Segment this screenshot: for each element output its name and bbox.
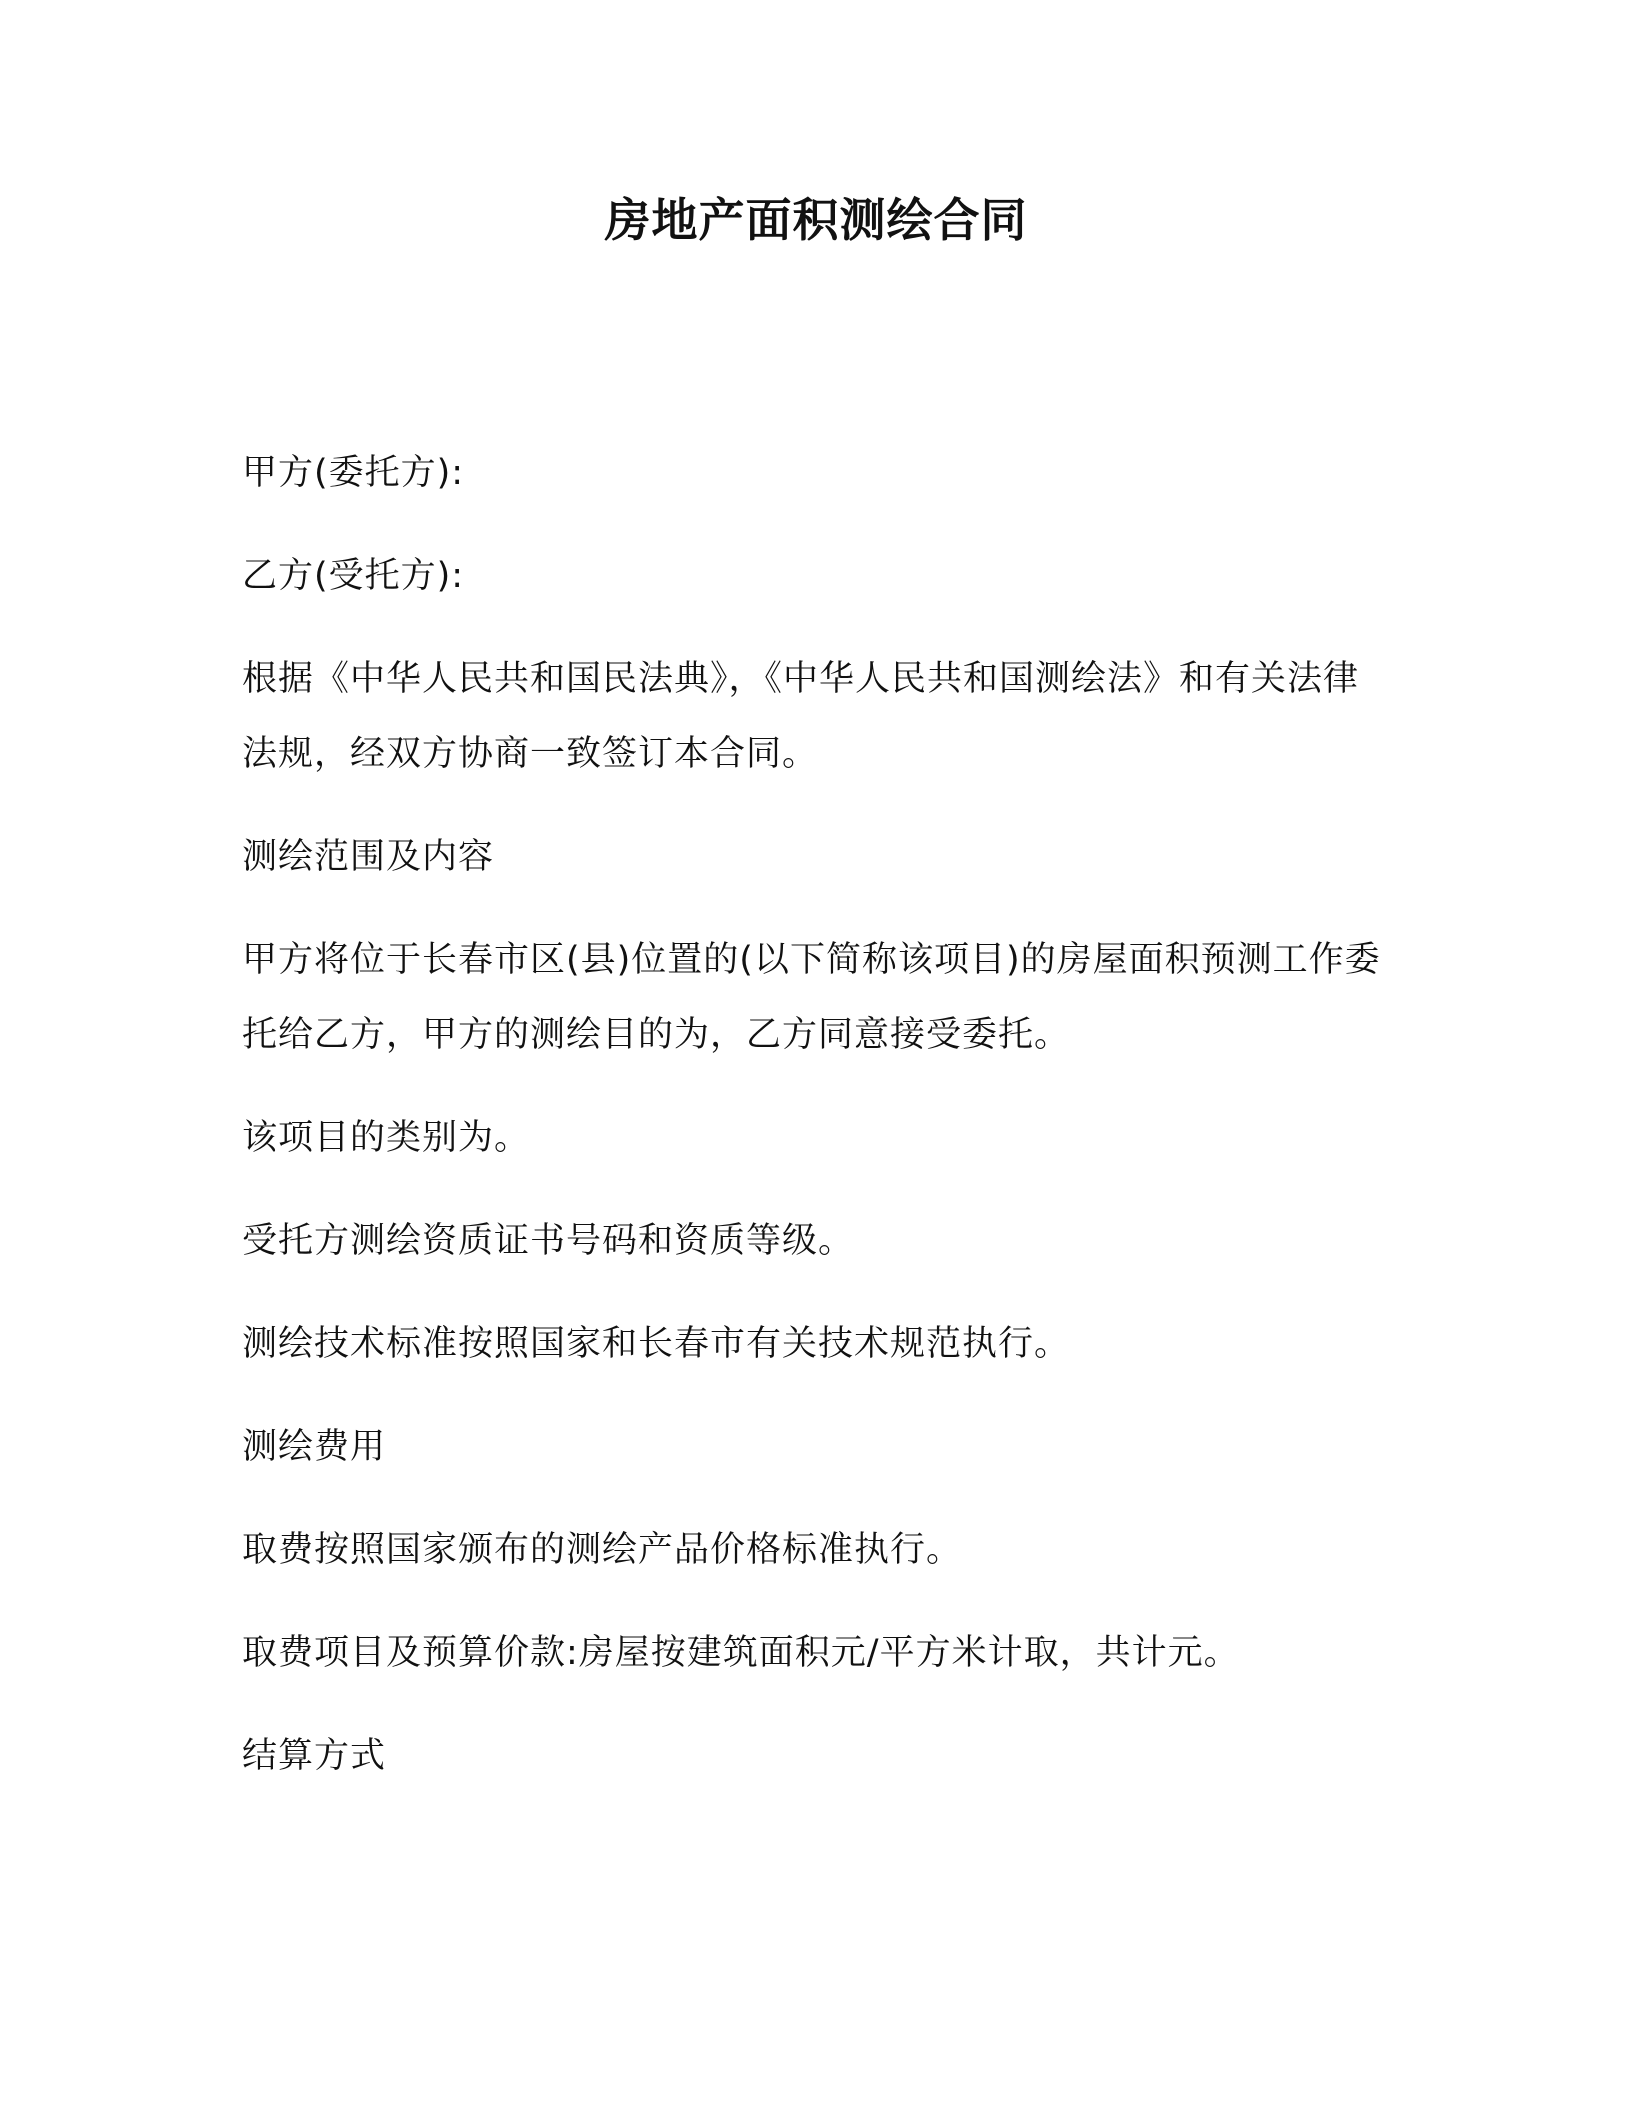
fee-budget-line: 取费项目及预算价款:房屋按建筑面积元/平方米计取，共计元。	[242, 1633, 1240, 1673]
section-heading-scope: 测绘范围及内容	[242, 837, 495, 877]
party-b-line: 乙方(受托方):	[242, 556, 465, 596]
section-heading-fees: 测绘费用	[242, 1427, 387, 1467]
party-a-line: 甲方(委托方):	[242, 453, 465, 493]
section-heading-settlement: 结算方式	[242, 1736, 387, 1776]
qualification-line: 受托方测绘资质证书号码和资质等级。	[242, 1221, 855, 1261]
document-title: 房地产面积测绘合同	[604, 193, 1028, 247]
fee-standard-line: 取费按照国家颁布的测绘产品价格标准执行。	[242, 1530, 963, 1570]
document-body	[242, 448, 1392, 1834]
scope-paragraph: 甲方将位于长春市区(县)位置的(以下简称该项目)的房屋面积预测工作委托给乙方，甲方的测绘目的为，乙方同意接受委托。	[242, 940, 1381, 1055]
legal-basis-paragraph: 根据《中华人民共和国民法典》，《中华人民共和国测绘法》和有关法律法规，经双方协商一致签订本合同。	[242, 659, 1360, 774]
technical-standard-line: 测绘技术标准按照国家和长春市有关技术规范执行。	[242, 1324, 1071, 1364]
project-category-line: 该项目的类别为。	[242, 1118, 531, 1158]
